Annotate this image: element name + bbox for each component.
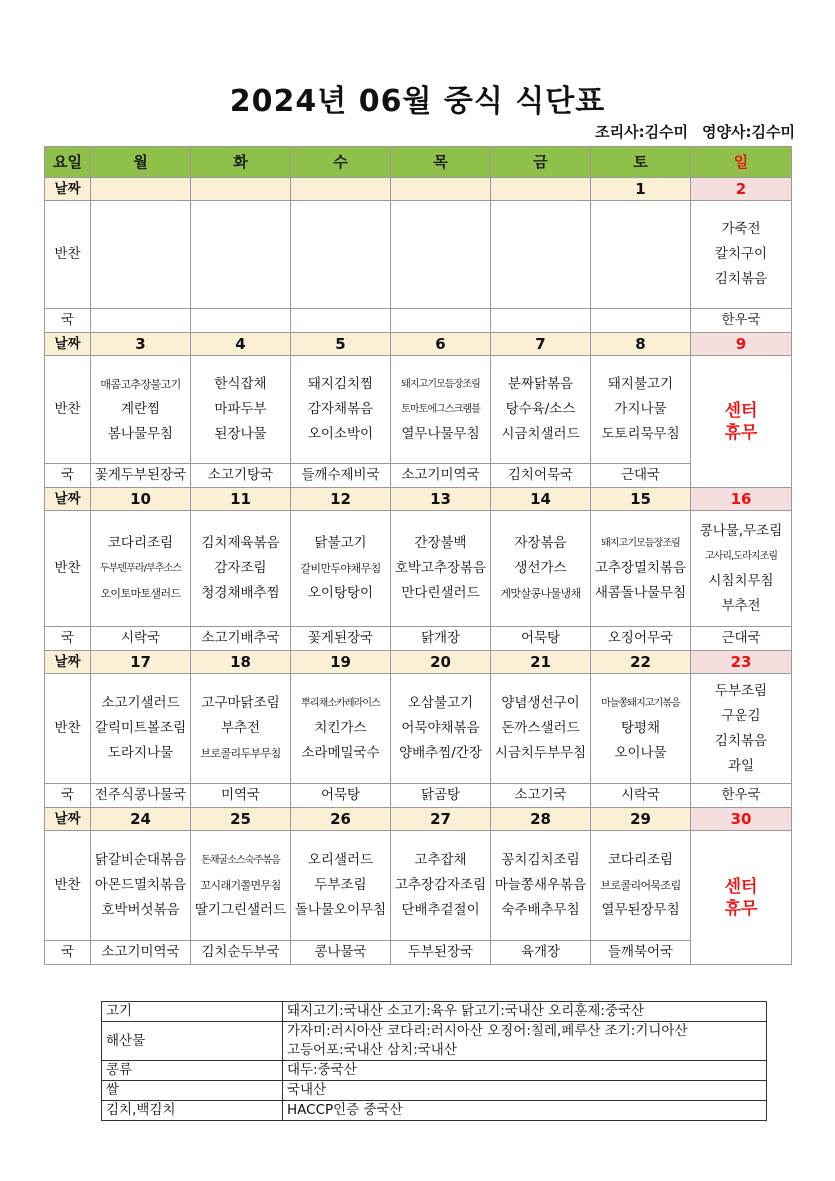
side-cell <box>291 201 391 309</box>
day-header-6: 일 <box>691 147 792 178</box>
side-cell <box>591 356 691 464</box>
date-cell <box>391 178 491 201</box>
closed-text: 휴무 <box>724 422 758 443</box>
soup-cell: 오징어무국 <box>591 627 691 651</box>
day-header-0: 월 <box>91 147 191 178</box>
side-cell <box>91 831 191 941</box>
date-row <box>45 808 792 831</box>
date-row <box>45 178 792 201</box>
menu-item: 꽁치김치조림 <box>501 852 580 868</box>
soup-cell: 어묵탕 <box>291 784 391 808</box>
menu-table <box>44 146 792 965</box>
date-cell: 20 <box>391 651 491 674</box>
date-cell: 14 <box>491 488 591 511</box>
menu-item: 마파두부 <box>214 401 267 417</box>
menu-item: 시침치무침 <box>708 572 774 589</box>
menu-item: 소고기샐러드 <box>101 695 180 711</box>
side-cell <box>191 511 291 627</box>
soup-cell: 근대국 <box>691 627 792 651</box>
soup-cell: 꽃게된장국 <box>291 627 391 651</box>
side-cell <box>391 356 491 464</box>
menu-item: 마늘쫑돼지고기볶음 <box>601 698 680 709</box>
menu-item: 돼지고기모듬장조림 <box>601 538 680 549</box>
side-cell <box>391 201 491 309</box>
header-label: 요일 <box>45 147 91 178</box>
menu-item: 숙주배추무침 <box>501 902 580 918</box>
soup-label: 국 <box>45 941 91 965</box>
date-cell: 19 <box>291 651 391 674</box>
side-label: 반찬 <box>45 201 91 309</box>
date-label: 날짜 <box>45 488 91 511</box>
menu-item: 양념생선구이 <box>501 695 580 711</box>
date-cell: 5 <box>291 333 391 356</box>
menu-item: 부추전 <box>220 720 261 736</box>
menu-item: 김치볶음 <box>714 271 768 287</box>
side-label: 반찬 <box>45 674 91 784</box>
origin-line: 가자미:러시아산 코다리:러시아산 오징어:칠레,페루산 조기:기니아산 <box>287 1023 688 1039</box>
soup-cell: 두부된장국 <box>391 941 491 965</box>
menu-item: 양배추찜/간장 <box>399 745 482 761</box>
soup-row <box>45 464 792 488</box>
date-label: 날짜 <box>45 178 91 201</box>
side-cell <box>691 511 792 627</box>
side-row <box>45 831 792 941</box>
menu-item: 오이나물 <box>614 745 667 761</box>
soup-row <box>45 784 792 808</box>
menu-item: 고추장감자조림 <box>394 877 487 893</box>
soup-row <box>45 941 792 965</box>
soup-cell: 닭곰탕 <box>391 784 491 808</box>
menu-item: 된장나물 <box>214 426 267 442</box>
menu-item: 칼치구이 <box>714 246 768 262</box>
date-cell: 30 <box>691 808 792 831</box>
date-row <box>45 333 792 356</box>
side-cell <box>591 511 691 627</box>
date-cell: 26 <box>291 808 391 831</box>
closed-text: 센터 <box>724 400 758 421</box>
soup-cell: 한우국 <box>691 309 792 333</box>
soup-cell: 닭개장 <box>391 627 491 651</box>
menu-item: 브로콜리두부무침 <box>200 747 281 760</box>
menu-item: 꼬시래기쫄면무침 <box>200 879 281 892</box>
menu-item: 단배추겉절이 <box>401 902 480 918</box>
origin-category: 해산물 <box>102 1022 283 1061</box>
day-header-1: 화 <box>191 147 291 178</box>
menu-item: 두부조림 <box>314 877 367 893</box>
menu-item: 돌나물오이무침 <box>294 902 387 918</box>
soup-cell <box>491 309 591 333</box>
soup-cell <box>591 309 691 333</box>
closed-cell <box>691 356 792 488</box>
soup-cell <box>291 309 391 333</box>
menu-item: 고추잡채 <box>414 852 467 868</box>
origin-category: 고기 <box>102 1002 283 1022</box>
menu-item: 오리샐러드 <box>307 852 374 868</box>
soup-cell <box>391 309 491 333</box>
soup-label: 국 <box>45 784 91 808</box>
side-cell <box>491 356 591 464</box>
menu-item: 탕수육/소스 <box>505 401 576 417</box>
side-cell <box>491 674 591 784</box>
origin-value <box>283 1081 767 1101</box>
side-cell <box>191 674 291 784</box>
origin-category: 콩류 <box>102 1061 283 1081</box>
side-cell <box>691 674 792 784</box>
date-cell: 22 <box>591 651 691 674</box>
menu-item: 게맛살콩나물냉채 <box>500 587 581 600</box>
date-cell: 7 <box>491 333 591 356</box>
menu-item: 시금치두부무침 <box>494 745 587 761</box>
date-cell: 6 <box>391 333 491 356</box>
menu-item: 계란찜 <box>120 401 161 417</box>
soup-cell: 시락국 <box>591 784 691 808</box>
side-row <box>45 201 792 309</box>
day-header-2: 수 <box>291 147 391 178</box>
soup-cell: 전주식콩나물국 <box>91 784 191 808</box>
dietitian-name: 영양사:김수미 <box>702 123 795 141</box>
date-row <box>45 488 792 511</box>
menu-item: 분짜닭볶음 <box>507 376 574 392</box>
soup-cell: 육개장 <box>491 941 591 965</box>
date-label: 날짜 <box>45 651 91 674</box>
date-cell: 23 <box>691 651 792 674</box>
date-cell: 9 <box>691 333 792 356</box>
menu-item: 딸기그린샐러드 <box>194 902 287 918</box>
soup-cell: 김치어묵국 <box>491 464 591 488</box>
menu-item: 고사리,도라지조림 <box>704 550 778 562</box>
side-cell <box>291 356 391 464</box>
side-cell <box>491 831 591 941</box>
menu-item: 시금치샐러드 <box>501 426 580 442</box>
origin-value <box>283 1022 767 1061</box>
menu-item: 호박버섯볶음 <box>101 902 180 918</box>
date-cell: 24 <box>91 808 191 831</box>
date-cell: 3 <box>91 333 191 356</box>
menu-item: 탕평채 <box>620 720 661 736</box>
side-cell <box>191 831 291 941</box>
date-label: 날짜 <box>45 333 91 356</box>
menu-item: 고추장멸치볶음 <box>594 560 687 576</box>
side-cell <box>91 674 191 784</box>
date-cell <box>491 178 591 201</box>
side-label: 반찬 <box>45 511 91 627</box>
side-cell <box>291 831 391 941</box>
date-cell: 21 <box>491 651 591 674</box>
menu-item: 열무된장무침 <box>601 902 680 918</box>
menu-item: 돼지불고기 <box>607 376 674 392</box>
menu-item: 새콤돌나물무침 <box>594 585 687 601</box>
side-cell <box>491 511 591 627</box>
menu-item: 김치제육볶음 <box>201 535 280 551</box>
side-cell <box>91 201 191 309</box>
side-label: 반찬 <box>45 356 91 464</box>
menu-item: 오이소박이 <box>307 426 374 442</box>
soup-cell: 미역국 <box>191 784 291 808</box>
side-cell <box>91 511 191 627</box>
soup-cell: 소고기탕국 <box>191 464 291 488</box>
date-cell: 25 <box>191 808 291 831</box>
menu-item: 고구마닭조림 <box>201 695 280 711</box>
menu-item: 호박고추장볶음 <box>394 560 487 576</box>
soup-cell: 한우국 <box>691 784 792 808</box>
menu-item: 김치볶음 <box>714 732 768 749</box>
day-header-3: 목 <box>391 147 491 178</box>
menu-item: 가지나물 <box>614 401 667 417</box>
menu-item: 청경채배추찜 <box>201 585 280 601</box>
cook-name: 조리사:김수미 <box>595 123 689 141</box>
menu-item: 코다리조림 <box>107 535 174 551</box>
date-cell: 17 <box>91 651 191 674</box>
side-row <box>45 674 792 784</box>
menu-item: 감자채볶음 <box>307 401 374 417</box>
menu-item: 치킨가스 <box>314 720 367 736</box>
side-cell <box>591 831 691 941</box>
menu-item: 매콤고추장불고기 <box>100 378 181 391</box>
menu-item: 과일 <box>727 757 755 774</box>
date-cell: 16 <box>691 488 792 511</box>
menu-item: 도라지나물 <box>107 745 174 761</box>
date-cell: 8 <box>591 333 691 356</box>
menu-item: 뿌리채소카레라이스 <box>301 698 380 709</box>
menu-item: 코다리조림 <box>607 852 674 868</box>
menu-item: 돈까스샐러드 <box>501 720 580 736</box>
side-cell <box>391 831 491 941</box>
date-row <box>45 651 792 674</box>
header-row <box>45 147 792 178</box>
soup-cell: 시락국 <box>91 627 191 651</box>
side-cell <box>191 201 291 309</box>
origin-row <box>102 1061 767 1081</box>
menu-item: 도토리묵무침 <box>601 426 680 442</box>
soup-cell: 콩나물국 <box>291 941 391 965</box>
menu-item: 생선가스 <box>514 560 567 576</box>
origin-value <box>283 1002 767 1022</box>
menu-item: 브로콜리어묵조림 <box>600 879 681 892</box>
side-cell <box>391 674 491 784</box>
origin-category: 김치,백김치 <box>102 1101 283 1121</box>
origin-line: 대두:중국산 <box>287 1062 357 1078</box>
date-label: 날짜 <box>45 808 91 831</box>
date-cell <box>191 178 291 201</box>
staff-info <box>595 121 795 142</box>
menu-item: 두부덴푸라/부추소스 <box>99 563 182 574</box>
side-cell <box>591 674 691 784</box>
menu-item: 아몬드멸치볶음 <box>94 877 187 893</box>
menu-item: 부추전 <box>721 597 761 614</box>
soup-cell: 김치순두부국 <box>191 941 291 965</box>
date-cell: 28 <box>491 808 591 831</box>
date-cell: 29 <box>591 808 691 831</box>
soup-cell: 소고기미역국 <box>391 464 491 488</box>
soup-cell: 꽃게두부된장국 <box>91 464 191 488</box>
menu-item: 콩나물,무조림 <box>699 522 783 539</box>
menu-item: 간장불백 <box>414 535 467 551</box>
day-header-5: 토 <box>591 147 691 178</box>
soup-row <box>45 627 792 651</box>
menu-item: 돼지김치찜 <box>307 376 374 392</box>
side-row <box>45 356 792 464</box>
menu-item: 소라메밀국수 <box>301 745 380 761</box>
side-row <box>45 511 792 627</box>
menu-item: 돼지고기모듬장조림 <box>401 379 480 390</box>
side-cell <box>291 674 391 784</box>
side-cell <box>391 511 491 627</box>
soup-label: 국 <box>45 627 91 651</box>
menu-item: 어묵야채볶음 <box>401 720 480 736</box>
date-cell <box>91 178 191 201</box>
menu-item: 봄나물무침 <box>107 426 174 442</box>
menu-item: 오이탕탕이 <box>307 585 374 601</box>
date-cell: 10 <box>91 488 191 511</box>
date-cell: 15 <box>591 488 691 511</box>
origin-row <box>102 1081 767 1101</box>
side-cell <box>291 511 391 627</box>
date-cell: 12 <box>291 488 391 511</box>
soup-cell: 어묵탕 <box>491 627 591 651</box>
menu-item: 열무나물무침 <box>401 426 480 442</box>
menu-item: 돈채굴소스숙주볶음 <box>201 855 280 866</box>
origin-category: 쌀 <box>102 1081 283 1101</box>
closed-text: 센터 <box>724 876 758 897</box>
soup-cell: 근대국 <box>591 464 691 488</box>
date-cell: 4 <box>191 333 291 356</box>
menu-item: 오이토마토샐러드 <box>100 587 181 600</box>
menu-item: 닭불고기 <box>314 535 367 551</box>
soup-cell: 들깨북어국 <box>591 941 691 965</box>
soup-cell: 소고기배추국 <box>191 627 291 651</box>
origin-line: 돼지고기:국내산 소고기:육우 닭고기:국내산 오리훈제:중국산 <box>287 1003 645 1019</box>
soup-cell: 들깨수제비국 <box>291 464 391 488</box>
origin-value <box>283 1101 767 1121</box>
origin-row <box>102 1022 767 1061</box>
closed-cell <box>691 831 792 965</box>
date-cell: 13 <box>391 488 491 511</box>
side-cell <box>691 201 792 309</box>
menu-item: 자장볶음 <box>514 535 567 551</box>
menu-item: 한식잡채 <box>214 376 267 392</box>
origin-value <box>283 1061 767 1081</box>
date-cell: 1 <box>591 178 691 201</box>
menu-item: 구운김 <box>721 707 761 724</box>
soup-cell <box>91 309 191 333</box>
origin-table <box>101 1001 767 1121</box>
date-cell: 27 <box>391 808 491 831</box>
page-title: 2024년 06월 중식 식단표 <box>229 84 606 119</box>
menu-item: 마늘쫑새우볶음 <box>494 877 587 893</box>
menu-item: 만다린샐러드 <box>401 585 480 601</box>
origin-line: 고등어포:국내산 삼치:국내산 <box>287 1042 457 1058</box>
soup-row <box>45 309 792 333</box>
soup-label: 국 <box>45 309 91 333</box>
side-cell <box>491 201 591 309</box>
menu-item: 가죽전 <box>721 221 761 237</box>
menu-item: 갈릭미트볼조림 <box>94 720 187 736</box>
date-cell: 2 <box>691 178 792 201</box>
origin-row <box>102 1002 767 1022</box>
soup-cell: 소고기국 <box>491 784 591 808</box>
origin-row <box>102 1101 767 1121</box>
origin-line: HACCP인증 중국산 <box>287 1102 403 1118</box>
side-cell <box>591 201 691 309</box>
closed-text: 휴무 <box>724 898 758 919</box>
menu-item: 갈비만두야채무침 <box>300 562 381 575</box>
soup-label: 국 <box>45 464 91 488</box>
side-cell <box>91 356 191 464</box>
day-header-4: 금 <box>491 147 591 178</box>
side-label: 반찬 <box>45 831 91 941</box>
menu-item: 토마토에그스크램블 <box>401 404 480 415</box>
date-cell <box>291 178 391 201</box>
menu-item: 감자조림 <box>214 560 267 576</box>
date-cell: 18 <box>191 651 291 674</box>
menu-item: 닭갈비순대볶음 <box>94 852 187 868</box>
side-cell <box>191 356 291 464</box>
origin-line: 국내산 <box>287 1082 327 1098</box>
date-cell: 11 <box>191 488 291 511</box>
menu-item: 오삼불고기 <box>407 695 474 711</box>
soup-cell <box>191 309 291 333</box>
menu-item: 두부조림 <box>714 682 768 699</box>
soup-cell: 소고기미역국 <box>91 941 191 965</box>
